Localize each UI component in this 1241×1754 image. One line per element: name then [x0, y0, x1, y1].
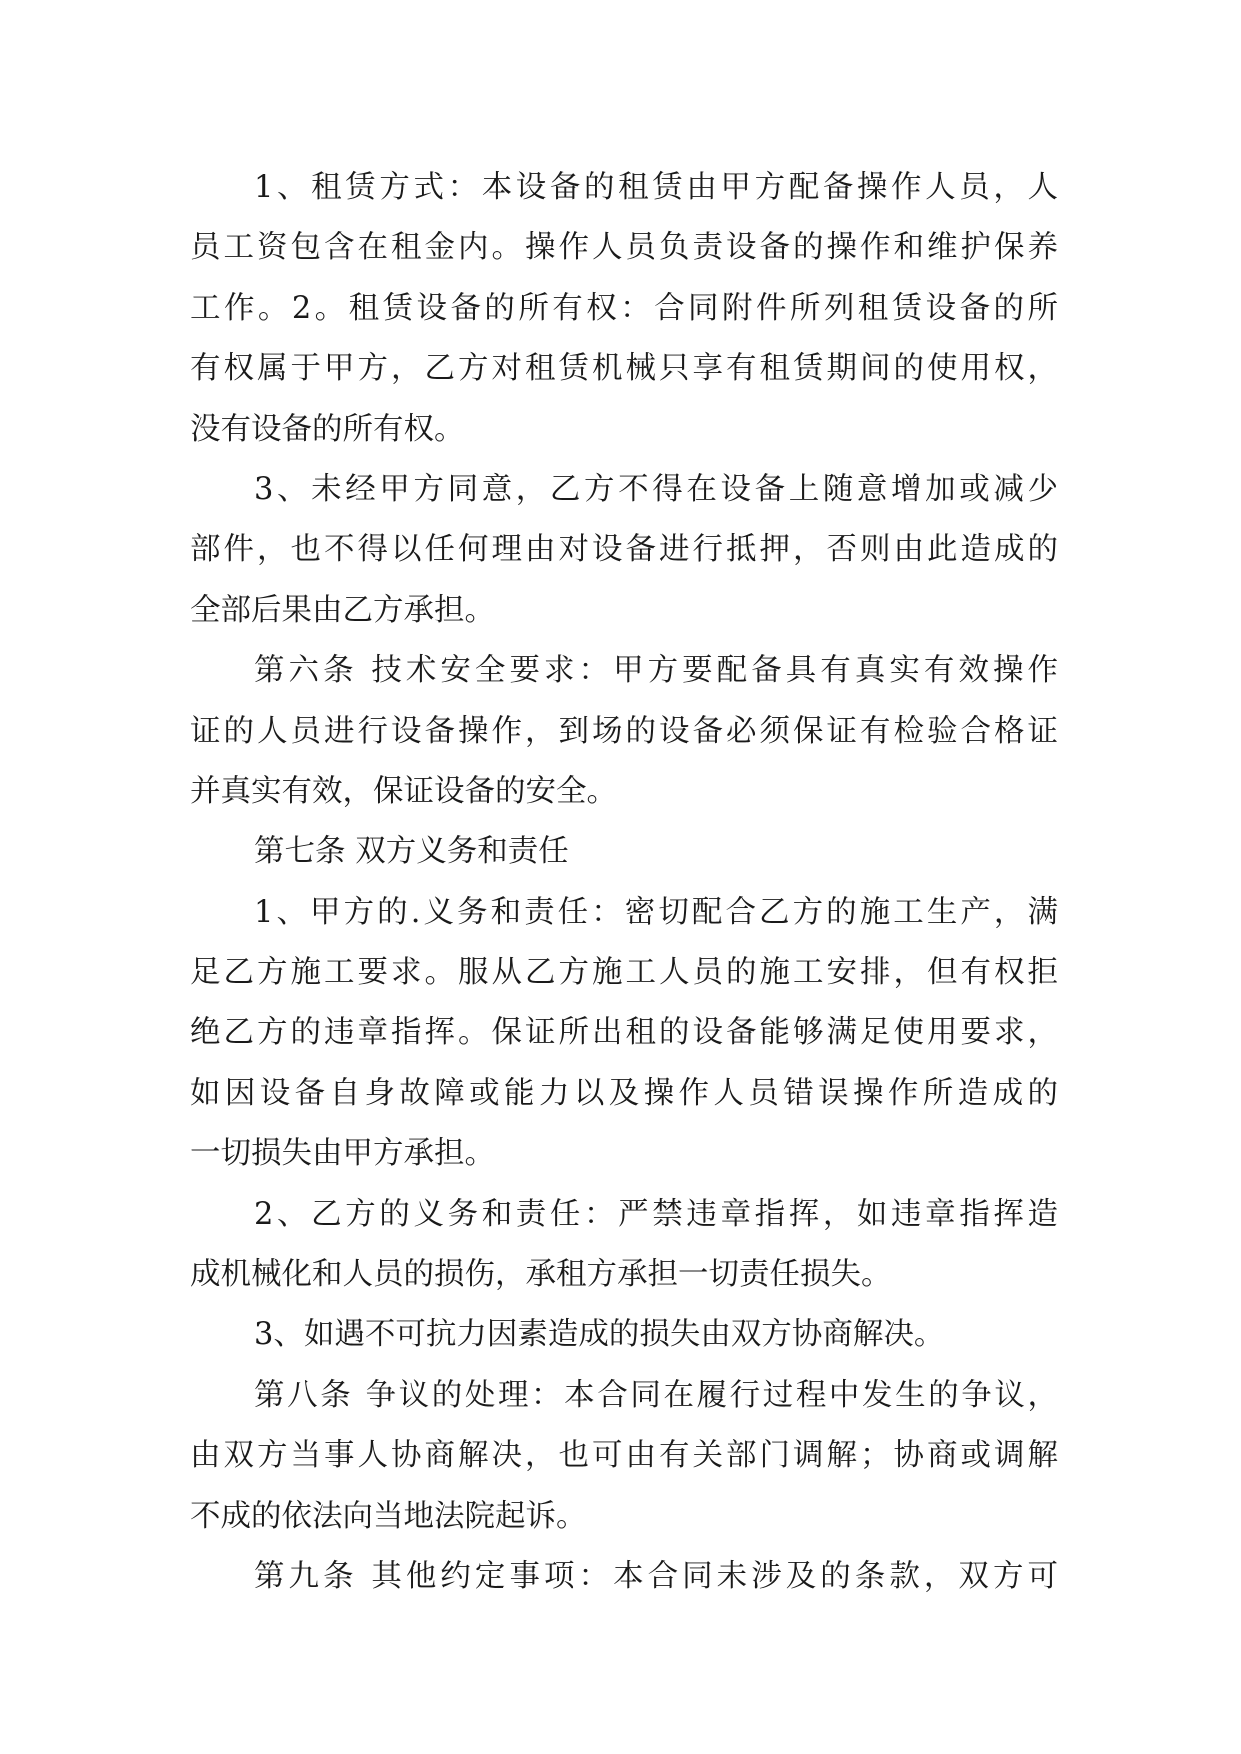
text-line: 部件，也不得以任何理由对设备进行抵押，否则由此造成的 — [190, 532, 1058, 568]
text-line: 1、租赁方式：本设备的租赁由甲方配备操作人员，人 — [254, 170, 1058, 205]
text-line: 第七条 双方义务和责任 — [254, 834, 569, 870]
text-line: 员工资包含在租金内。操作人员负责设备的操作和维护保养 — [190, 230, 1058, 266]
text-line: 全部后果由乙方承担。 — [190, 592, 495, 628]
text-line: 第六条 技术安全要求：甲方要配备具有真实有效操作 — [254, 653, 1058, 689]
text-line: 有权属于甲方，乙方对租赁机械只享有租赁期间的使用权， — [190, 351, 1058, 387]
text-line: 2、乙方的义务和责任：严禁违章指挥，如违章指挥造 — [254, 1196, 1058, 1232]
text-line: 1、甲方的.义务和责任：密切配合乙方的施工生产，满 — [254, 894, 1058, 930]
text-line: 如因设备自身故障或能力以及操作人员错误操作所造成的 — [190, 1075, 1058, 1111]
text-line: 没有设备的所有权。 — [190, 411, 465, 447]
text-line: 工作。2。租赁设备的所有权：合同附件所列租赁设备的所 — [190, 290, 1058, 326]
text-line: 证的人员进行设备操作，到场的设备必须保证有检验合格证 — [190, 713, 1058, 749]
text-line: 3、如遇不可抗力因素造成的损失由双方协商解决。 — [254, 1317, 945, 1353]
text-line: 第八条 争议的处理：本合同在履行过程中发生的争议， — [254, 1377, 1058, 1413]
text-line: 一切损失由甲方承担。 — [190, 1136, 495, 1172]
contract-body-text — [190, 158, 1058, 1607]
text-line: 足乙方施工要求。服从乙方施工人员的施工安排，但有权拒 — [190, 955, 1058, 991]
text-line: 3、未经甲方同意，乙方不得在设备上随意增加或减少 — [254, 471, 1058, 507]
text-line: 成机械化和人员的损伤，承租方承担一切责任损失。 — [190, 1257, 892, 1293]
text-line: 由双方当事人协商解决，也可由有关部门调解；协商或调解 — [190, 1438, 1058, 1474]
text-line: 绝乙方的违章指挥。保证所出租的设备能够满足使用要求， — [190, 1015, 1058, 1051]
text-line: 第九条 其他约定事项：本合同未涉及的条款，双方可 — [254, 1558, 1058, 1594]
text-line: 并真实有效，保证设备的安全。 — [190, 773, 617, 809]
text-line: 不成的依法向当地法院起诉。 — [190, 1498, 587, 1534]
